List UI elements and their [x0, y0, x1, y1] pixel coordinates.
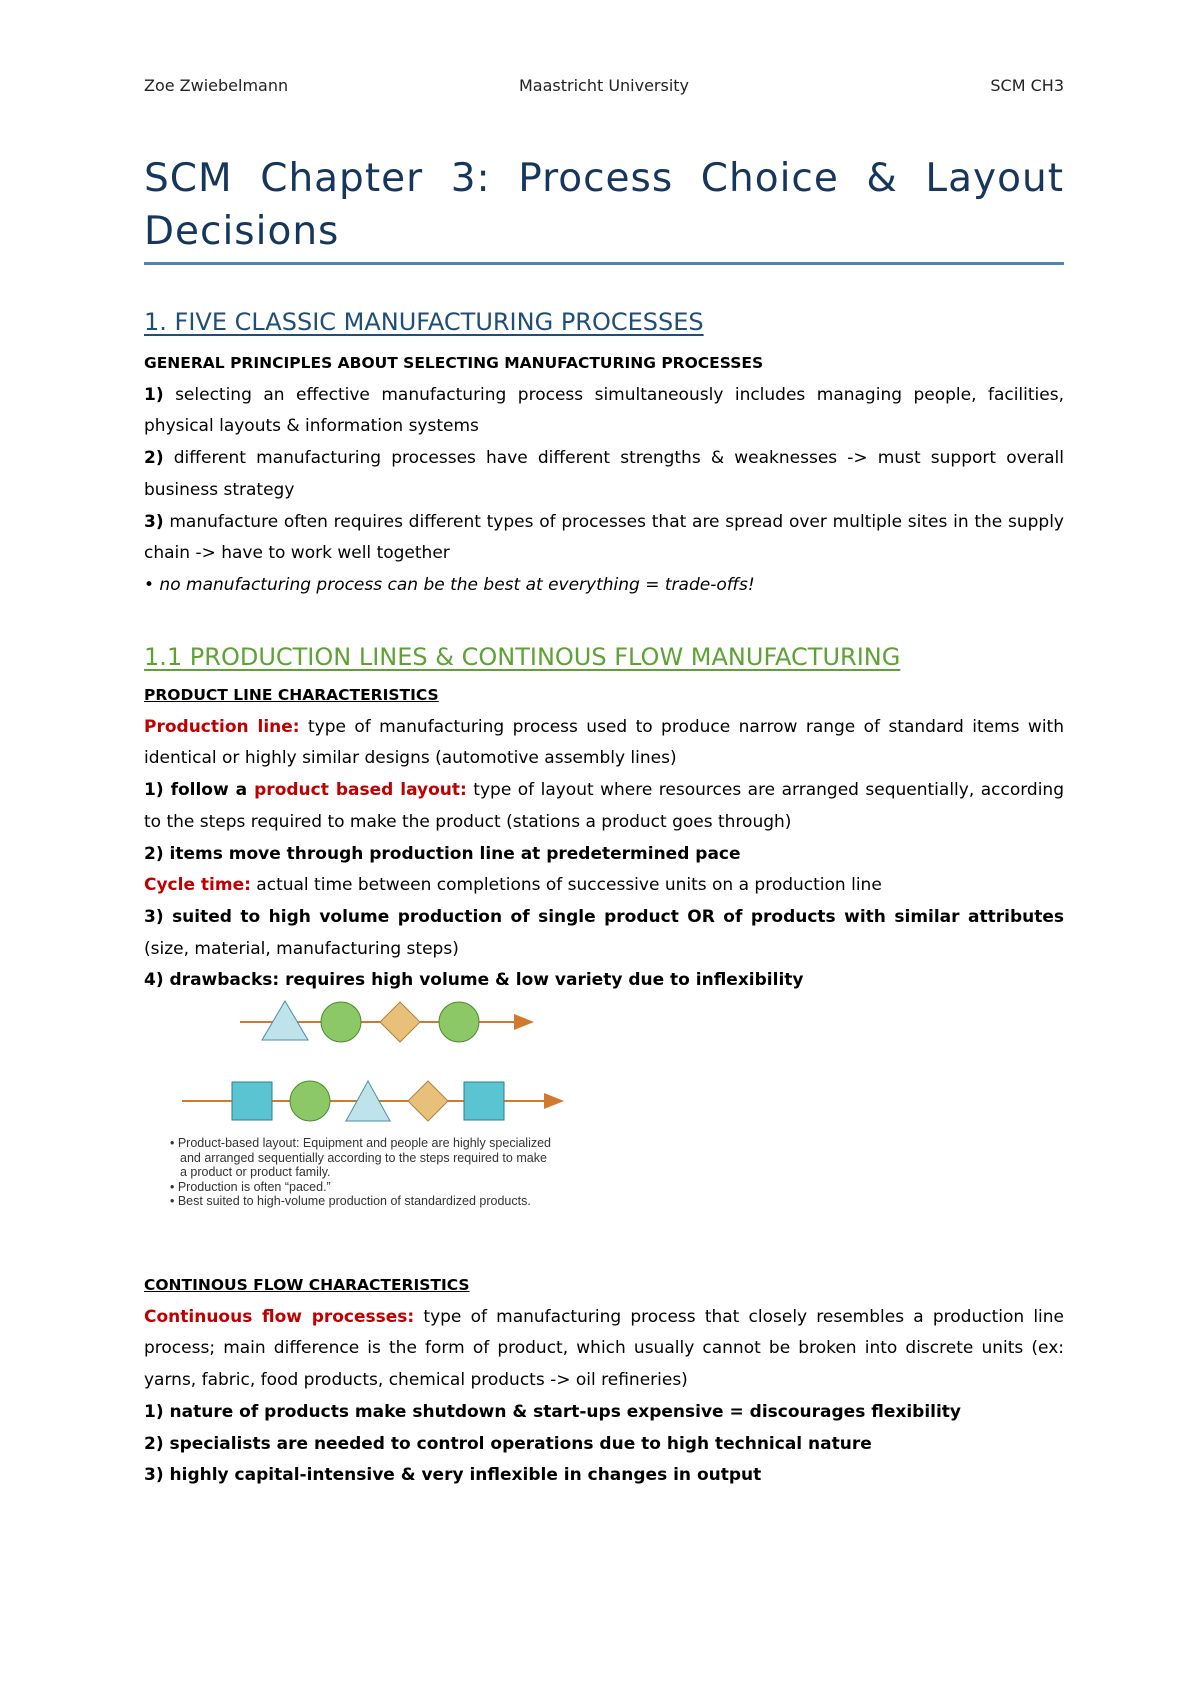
principle-item-1: 1) selecting an effective manufacturing process simultaneously includes managing people, facilities, physical layouts & information systems [144, 384, 1064, 437]
continuous-flow-item-1: 1) nature of products make shutdown & start-ups expensive = discourages flexibility [144, 1401, 962, 1422]
production-line-definition: Production line: type of manufacturing process used to produce narrow range of standard items with identical or highly similar designs (automotive assembly lines) [144, 716, 1064, 769]
diagram-note: • Production is often “paced.” [170, 1179, 331, 1194]
diagram-note: a product or product family. [180, 1165, 331, 1179]
product-line-subheading: PRODUCT LINE CHARACTERISTICS [144, 686, 439, 704]
diagram-note: • Best suited to high-volume production of standardized products. [170, 1194, 531, 1208]
triangle-station [262, 1001, 308, 1040]
diagram-note: • Product-based layout: Equipment and people are highly specialized [170, 1136, 552, 1150]
principle-item-3: 3) manufacture often requires different types of processes that are spread over multiple sites in the supply chain -> have to work well together [144, 511, 1064, 564]
section-1-1-body [144, 680, 1064, 997]
section-1-body [144, 348, 1064, 602]
document-title: SCM Chapter 3: Process Choice & Layout Decisions [144, 156, 1064, 254]
product-line-item-4: 4) drawbacks: requires high volume & low variety due to inflexibility [144, 970, 804, 991]
cycle-time-definition: Cycle time: actual time between completions of successive units on a production line [144, 875, 882, 896]
continuous-flow-body [144, 1270, 1064, 1492]
continuous-flow-item-2: 2) specialists are needed to control operations due to high technical nature [144, 1433, 872, 1454]
circle-station [290, 1081, 330, 1121]
section-1-1-heading: 1.1 PRODUCTION LINES & CONTINOUS FLOW MANUFACTURING [144, 643, 901, 671]
product-line-item-3: 3) suited to high volume production of single product OR of products with similar attributes (size, material, manufacturing steps) [144, 906, 1064, 959]
diamond-station [380, 1002, 420, 1042]
header-author: Zoe Zwiebelmann [144, 76, 289, 95]
header-course: SCM CH3 [990, 76, 1064, 95]
circle-station [321, 1002, 361, 1042]
page-header [144, 76, 1064, 100]
flow-row-2 [182, 1081, 562, 1121]
diagram-note: and arranged sequentially according to the steps required to make [180, 1150, 547, 1165]
product-line-item-2: 2) items move through production line at predetermined pace [144, 843, 741, 864]
header-university: Maastricht University [518, 76, 690, 95]
continuous-flow-definition: Continuous flow processes: type of manufacturing process that closely resembles a production line process; main difference is the form of product, which usually cannot be broken into discrete units (ex: yarns, fabric, food products, chemical products -> oil refineries) [144, 1306, 1064, 1391]
title-rule [144, 262, 1064, 265]
principle-note: • no manufacturing process can be the best at everything = trade-offs! [144, 574, 755, 595]
diamond-station [408, 1081, 448, 1121]
continuous-flow-item-3: 3) highly capital-intensive & very inflexible in changes in output [144, 1465, 762, 1486]
product-line-item-1: 1) follow a product based layout: type of layout where resources are arranged sequentially, according to the steps required to make the product (stations a product goes through) [144, 780, 1064, 832]
square-station [232, 1082, 272, 1120]
section-1-subheading: GENERAL PRINCIPLES ABOUT SELECTING MANUFACTURING PROCESSES [144, 354, 764, 372]
square-station [464, 1082, 504, 1120]
principle-item-2: 2) different manufacturing processes have different strengths & weaknesses -> must support overall business strategy [144, 448, 1064, 500]
circle-station [439, 1002, 479, 1042]
continuous-flow-subheading: CONTINOUS FLOW CHARACTERISTICS [144, 1276, 470, 1294]
flow-row-1 [240, 1001, 532, 1042]
section-1-heading: 1. FIVE CLASSIC MANUFACTURING PROCESSES [144, 308, 704, 336]
diagram-notes [170, 1136, 610, 1209]
